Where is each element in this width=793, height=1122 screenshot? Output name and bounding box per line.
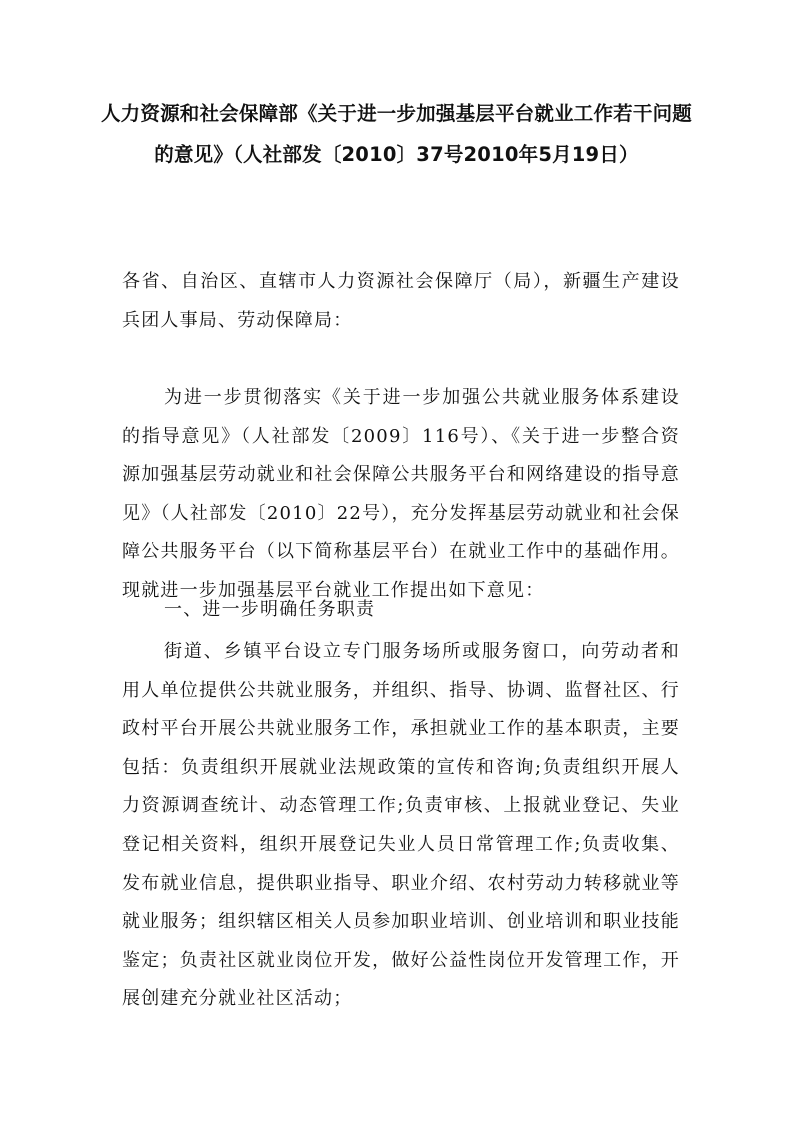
document-title-line-1: 人力资源和社会保障部《关于进一步加强基层平台就业工作若干问题: [100, 102, 692, 125]
intro-paragraph: 为进一步贯彻落实《关于进一步加强公共就业服务体系建设的指导意见》（人社部发〔2009〕116号）、《关于进一步整合资源加强基层劳动就业和社会保障公共服务平台和网络建设的指导意见》（人社部发〔2010〕22号），充分发挥基层劳动就业和社会保障公共服务平台（以下简称基层平台）在就业工作中的基础作用。现就进一步加强基层平台就业工作提出如下意见：: [122, 387, 680, 601]
section-heading-1: 一、进一步明确任务职责: [164, 599, 376, 620]
section-1-paragraph: 街道、乡镇平台设立专门服务场所或服务窗口，向劳动者和用人单位提供公共就业服务，并组织、指导、协调、监督社区、行政村平台开展公共就业服务工作，承担就业工作的基本职责，主要包括：负责组织开展就业法规政策的宣传和咨询;负责组织开展人力资源调查统计、动态管理工作;负责审核、上报就业登记、失业登记相关资料，组织开展登记失业人员日常管理工作;负责收集、发布就业信息，提供职业指导、职业介绍、农村劳动力转移就业等就业服务；组织辖区相关人员参加职业培训、创业培训和职业技能鉴定；负责社区就业岗位开发，做好公益性岗位开发管理工作，开展创建充分就业社区活动；: [122, 641, 680, 1010]
salutation-paragraph: 各省、自治区、直辖市人力资源社会保障厅（局），新疆生产建设兵团人事局、劳动保障局：: [122, 271, 680, 331]
document-title-line-2: 的意见》（人社部发〔2010〕37号2010年5月19日）: [154, 143, 639, 166]
